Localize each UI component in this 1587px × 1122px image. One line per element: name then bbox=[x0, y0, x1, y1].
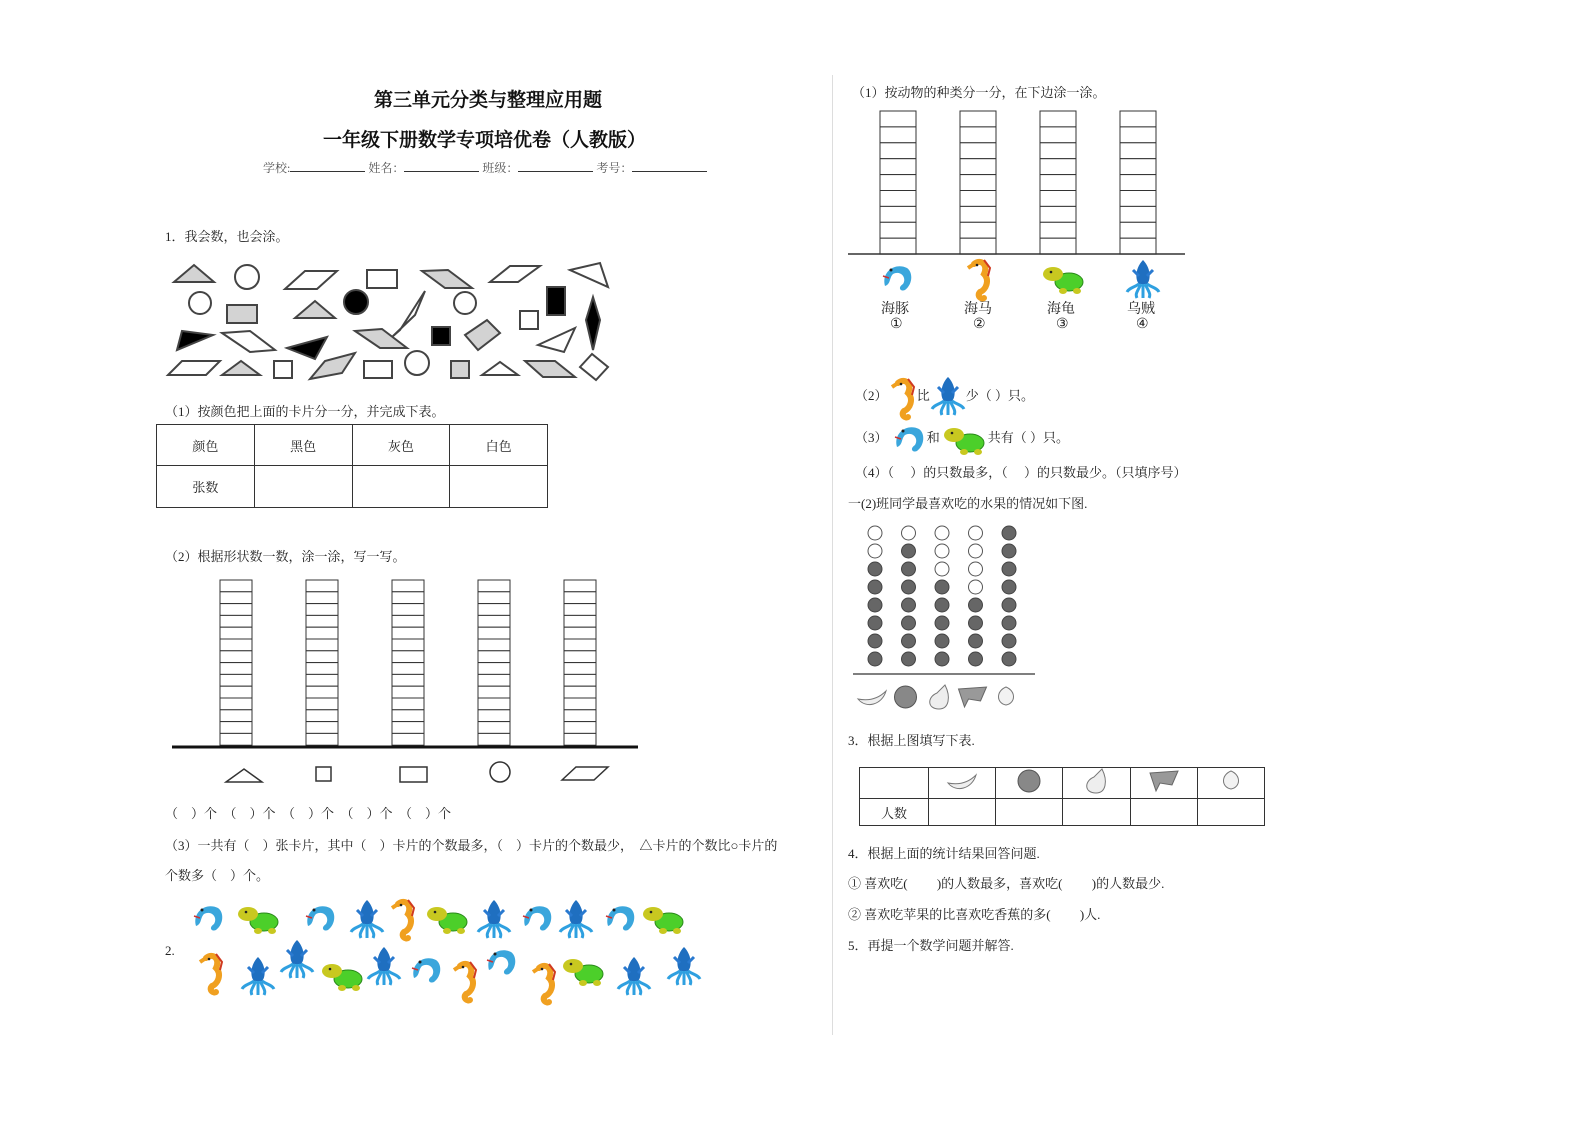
turtle-icon bbox=[643, 907, 683, 934]
dolphin-icon bbox=[306, 906, 334, 930]
filled-dot bbox=[1002, 616, 1016, 630]
filled-dot bbox=[935, 652, 949, 666]
turtle-icon bbox=[940, 423, 988, 455]
bar-cell bbox=[880, 175, 916, 191]
filled-dot bbox=[1002, 580, 1016, 594]
bar-cell bbox=[1040, 222, 1076, 238]
seahorse-icon bbox=[454, 962, 476, 1001]
squid-icon bbox=[368, 947, 400, 985]
seahorse-picture bbox=[968, 260, 990, 299]
bar-cell bbox=[1120, 222, 1156, 238]
bar-cell bbox=[1040, 127, 1076, 143]
animal-pictures bbox=[0, 0, 720, 1010]
squid-icon bbox=[1118, 256, 1168, 300]
empty-dot bbox=[969, 580, 983, 594]
question-4-prompt: 4．根据上面的统计结果回答问题. bbox=[848, 846, 1040, 861]
turtle-icon bbox=[322, 964, 362, 991]
filled-dot bbox=[935, 616, 949, 630]
squid-icon bbox=[281, 940, 313, 978]
question-2-part-3 bbox=[855, 423, 1069, 455]
dolphin-picture bbox=[883, 266, 911, 290]
filled-dot bbox=[1002, 634, 1016, 648]
filled-dot bbox=[868, 598, 882, 612]
empty-dot bbox=[969, 562, 983, 576]
bar-cell bbox=[1120, 175, 1156, 191]
empty-dot bbox=[935, 526, 949, 540]
header-black: 黑色 bbox=[254, 425, 352, 466]
dolphin-icon bbox=[891, 423, 927, 455]
empty-dot bbox=[935, 544, 949, 558]
filled-dot bbox=[902, 634, 916, 648]
filled-dot bbox=[902, 598, 916, 612]
pear-count-cell[interactable] bbox=[1063, 799, 1130, 826]
pear-icon bbox=[930, 685, 949, 709]
squid-icon bbox=[242, 957, 274, 995]
peach-count-cell[interactable] bbox=[1197, 799, 1264, 826]
part-2-tail: 少（ ）只。 bbox=[965, 387, 1035, 403]
squid-icon bbox=[351, 900, 383, 938]
squid-picture bbox=[1127, 260, 1159, 298]
peach-icon bbox=[999, 687, 1014, 705]
turtle-icon bbox=[238, 907, 278, 934]
question-2-part-2 bbox=[855, 375, 1034, 419]
fruit-count-table bbox=[859, 767, 1265, 826]
empty-dot bbox=[969, 544, 983, 558]
bar-cell bbox=[960, 143, 996, 159]
school-label: 学校: bbox=[263, 161, 291, 175]
grape-icon bbox=[1150, 771, 1178, 791]
bar-cell bbox=[1040, 159, 1076, 175]
animal-number: ① bbox=[890, 317, 903, 332]
bar-cell bbox=[1120, 206, 1156, 222]
question-4-item-2: ② 喜欢吃苹果的比喜欢吃香蕉的多( )人. bbox=[848, 907, 1101, 922]
banana-icon bbox=[858, 691, 886, 705]
seahorse-icon bbox=[955, 256, 1005, 300]
bar-cell bbox=[880, 143, 916, 159]
compare-word: 比 bbox=[916, 387, 930, 403]
empty-dot bbox=[969, 526, 983, 540]
bar-cell bbox=[1120, 143, 1156, 159]
question-2-part-4: （4）（ ）的只数最多，（ ）的只数最少。（只填序号） bbox=[855, 465, 1187, 480]
animal-name: 乌贼 bbox=[1127, 300, 1155, 316]
bar-cell bbox=[1120, 238, 1156, 254]
animal-name: 海龟 bbox=[1047, 300, 1075, 316]
bar-cell bbox=[880, 127, 916, 143]
bar-cell bbox=[960, 206, 996, 222]
question-2-part-1: （1）按动物的种类分一分，在下边涂一涂。 bbox=[852, 85, 1106, 100]
seahorse-icon bbox=[392, 900, 414, 939]
filled-dot bbox=[902, 580, 916, 594]
dolphin-icon bbox=[523, 906, 551, 930]
empty-dot bbox=[935, 562, 949, 576]
filled-dot bbox=[868, 616, 882, 630]
part-2-label: （2） bbox=[855, 387, 888, 403]
bar-cell bbox=[880, 238, 916, 254]
squid-icon bbox=[668, 947, 700, 985]
apple-header-cell bbox=[996, 768, 1063, 799]
bar-cell bbox=[960, 191, 996, 207]
filled-dot bbox=[868, 634, 882, 648]
animal-number: ② bbox=[973, 317, 986, 332]
row-label-people: 人数 bbox=[860, 799, 929, 826]
name-label: 姓名： bbox=[368, 161, 405, 175]
banana-header-cell bbox=[929, 768, 996, 799]
squid-icon bbox=[618, 957, 650, 995]
animal-number: ④ bbox=[1136, 317, 1149, 332]
dolphin-icon bbox=[487, 950, 515, 974]
animal-name: 海豚 bbox=[881, 300, 909, 316]
filled-dot bbox=[935, 580, 949, 594]
bar-cell bbox=[1120, 127, 1156, 143]
header-white: 白色 bbox=[450, 425, 548, 466]
squid-icon bbox=[478, 900, 510, 938]
dolphin-icon bbox=[412, 958, 440, 982]
question-5-prompt: 5．再提一个数学问题并解答. bbox=[848, 938, 1014, 953]
question-1-prompt: 1．我会数，也会涂。 bbox=[165, 229, 289, 244]
squid-icon bbox=[560, 900, 592, 938]
filled-dot bbox=[1002, 598, 1016, 612]
filled-dot bbox=[902, 652, 916, 666]
class-label: 班级： bbox=[482, 161, 519, 175]
bar-cell bbox=[1120, 159, 1156, 175]
bar-cell bbox=[960, 127, 996, 143]
and-word: 和 bbox=[926, 429, 940, 445]
filled-dot bbox=[902, 616, 916, 630]
filled-dot bbox=[1002, 652, 1016, 666]
apple-count-cell[interactable] bbox=[996, 799, 1063, 826]
empty-dot bbox=[902, 526, 916, 540]
bar-cell bbox=[1120, 191, 1156, 207]
peach-header-cell bbox=[1197, 768, 1264, 799]
question-1-part-2: （2）根据形状数一数，涂一涂，写一写。 bbox=[165, 549, 406, 564]
empty-dot bbox=[868, 526, 882, 540]
banana-icon bbox=[948, 775, 976, 789]
filled-dot bbox=[969, 634, 983, 648]
question-2-number: 2. bbox=[165, 943, 175, 958]
turtle-picture bbox=[1043, 267, 1083, 294]
dolphin-icon bbox=[872, 256, 922, 300]
header-gray: 灰色 bbox=[352, 425, 450, 466]
exam-number-label: 考号： bbox=[596, 161, 633, 175]
bar-cell bbox=[880, 222, 916, 238]
filled-dot bbox=[935, 634, 949, 648]
seahorse-icon bbox=[533, 964, 555, 1003]
bar-cell bbox=[1040, 191, 1076, 207]
filled-dot bbox=[969, 616, 983, 630]
part-3-tail: 共有（ ）只。 bbox=[987, 429, 1070, 445]
filled-dot bbox=[1002, 526, 1016, 540]
filled-dot bbox=[902, 544, 916, 558]
grape-count-cell[interactable] bbox=[1130, 799, 1197, 826]
row-label-count: 张数 bbox=[157, 466, 255, 508]
bar-cell bbox=[960, 111, 996, 127]
question-3-prompt: 3．根据上图填写下表. bbox=[848, 733, 975, 748]
filled-dot bbox=[935, 598, 949, 612]
turtle-icon bbox=[427, 907, 467, 934]
bar-cell bbox=[1120, 111, 1156, 127]
animal-name: 海马 bbox=[964, 300, 992, 316]
banana-count-cell[interactable] bbox=[929, 799, 996, 826]
apple-icon bbox=[1018, 770, 1040, 792]
question-1-part-3-line-1: （3）一共有（ ）张卡片，其中（ ）卡片的个数最多，（ ）卡片的个数最少， △卡片的个数比○卡片的 bbox=[165, 838, 778, 853]
filled-dot bbox=[1002, 562, 1016, 576]
bar-cell bbox=[1040, 238, 1076, 254]
fruit-pictograph bbox=[850, 520, 1040, 720]
bar-cell bbox=[880, 159, 916, 175]
peach-icon bbox=[1223, 771, 1238, 789]
question-4-item-1: ① 喜欢吃( )的人数最多，喜欢吃( )的人数最少. bbox=[848, 876, 1165, 891]
bar-cell bbox=[960, 222, 996, 238]
question-1-part-1: （1）按颜色把上面的卡片分一分，并完成下表。 bbox=[165, 404, 445, 419]
animal-number: ③ bbox=[1056, 317, 1069, 332]
dolphin-icon bbox=[606, 906, 634, 930]
worksheet-title: 第三单元分类与整理应用题 bbox=[374, 90, 603, 111]
part-3-label: （3） bbox=[855, 429, 888, 445]
blank-header-cell bbox=[860, 768, 929, 799]
pear-icon bbox=[1087, 769, 1106, 793]
bar-cell bbox=[1040, 175, 1076, 191]
bar-cell bbox=[960, 175, 996, 191]
grape-header-cell bbox=[1130, 768, 1197, 799]
filled-dot bbox=[868, 580, 882, 594]
bar-cell bbox=[960, 159, 996, 175]
animal-bar-grid bbox=[845, 108, 1190, 258]
filled-dot bbox=[868, 652, 882, 666]
shape-count-blanks[interactable]: （ ）个 （ ）个 （ ）个 （ ）个 （ ）个 bbox=[165, 806, 452, 821]
bar-cell bbox=[1040, 111, 1076, 127]
filled-dot bbox=[868, 562, 882, 576]
turtle-icon bbox=[1038, 256, 1088, 300]
column-divider bbox=[832, 75, 833, 1035]
bar-cell bbox=[880, 191, 916, 207]
worksheet-subtitle: 一年级下册数学专项培优卷（人教版） bbox=[323, 130, 647, 151]
seahorse-icon bbox=[200, 954, 222, 993]
filled-dot bbox=[902, 562, 916, 576]
dolphin-icon bbox=[194, 906, 222, 930]
seahorse-icon bbox=[891, 375, 917, 419]
bar-cell bbox=[1040, 143, 1076, 159]
apple-icon bbox=[895, 686, 917, 708]
fruit-intro: 一(2)班同学最喜欢吃的水果的情况如下图. bbox=[848, 496, 1088, 511]
filled-dot bbox=[969, 598, 983, 612]
grape-icon bbox=[959, 687, 987, 707]
bar-cell bbox=[880, 206, 916, 222]
filled-dot bbox=[1002, 544, 1016, 558]
bar-cell bbox=[880, 111, 916, 127]
turtle-icon bbox=[563, 959, 603, 986]
bar-cell bbox=[1040, 206, 1076, 222]
question-1-part-3-line-2: 个数多（ ）个。 bbox=[165, 868, 270, 883]
empty-dot bbox=[868, 544, 882, 558]
squid-icon bbox=[930, 375, 966, 419]
pear-header-cell bbox=[1063, 768, 1130, 799]
header-color: 颜色 bbox=[157, 425, 255, 466]
bar-cell bbox=[960, 238, 996, 254]
filled-dot bbox=[969, 652, 983, 666]
